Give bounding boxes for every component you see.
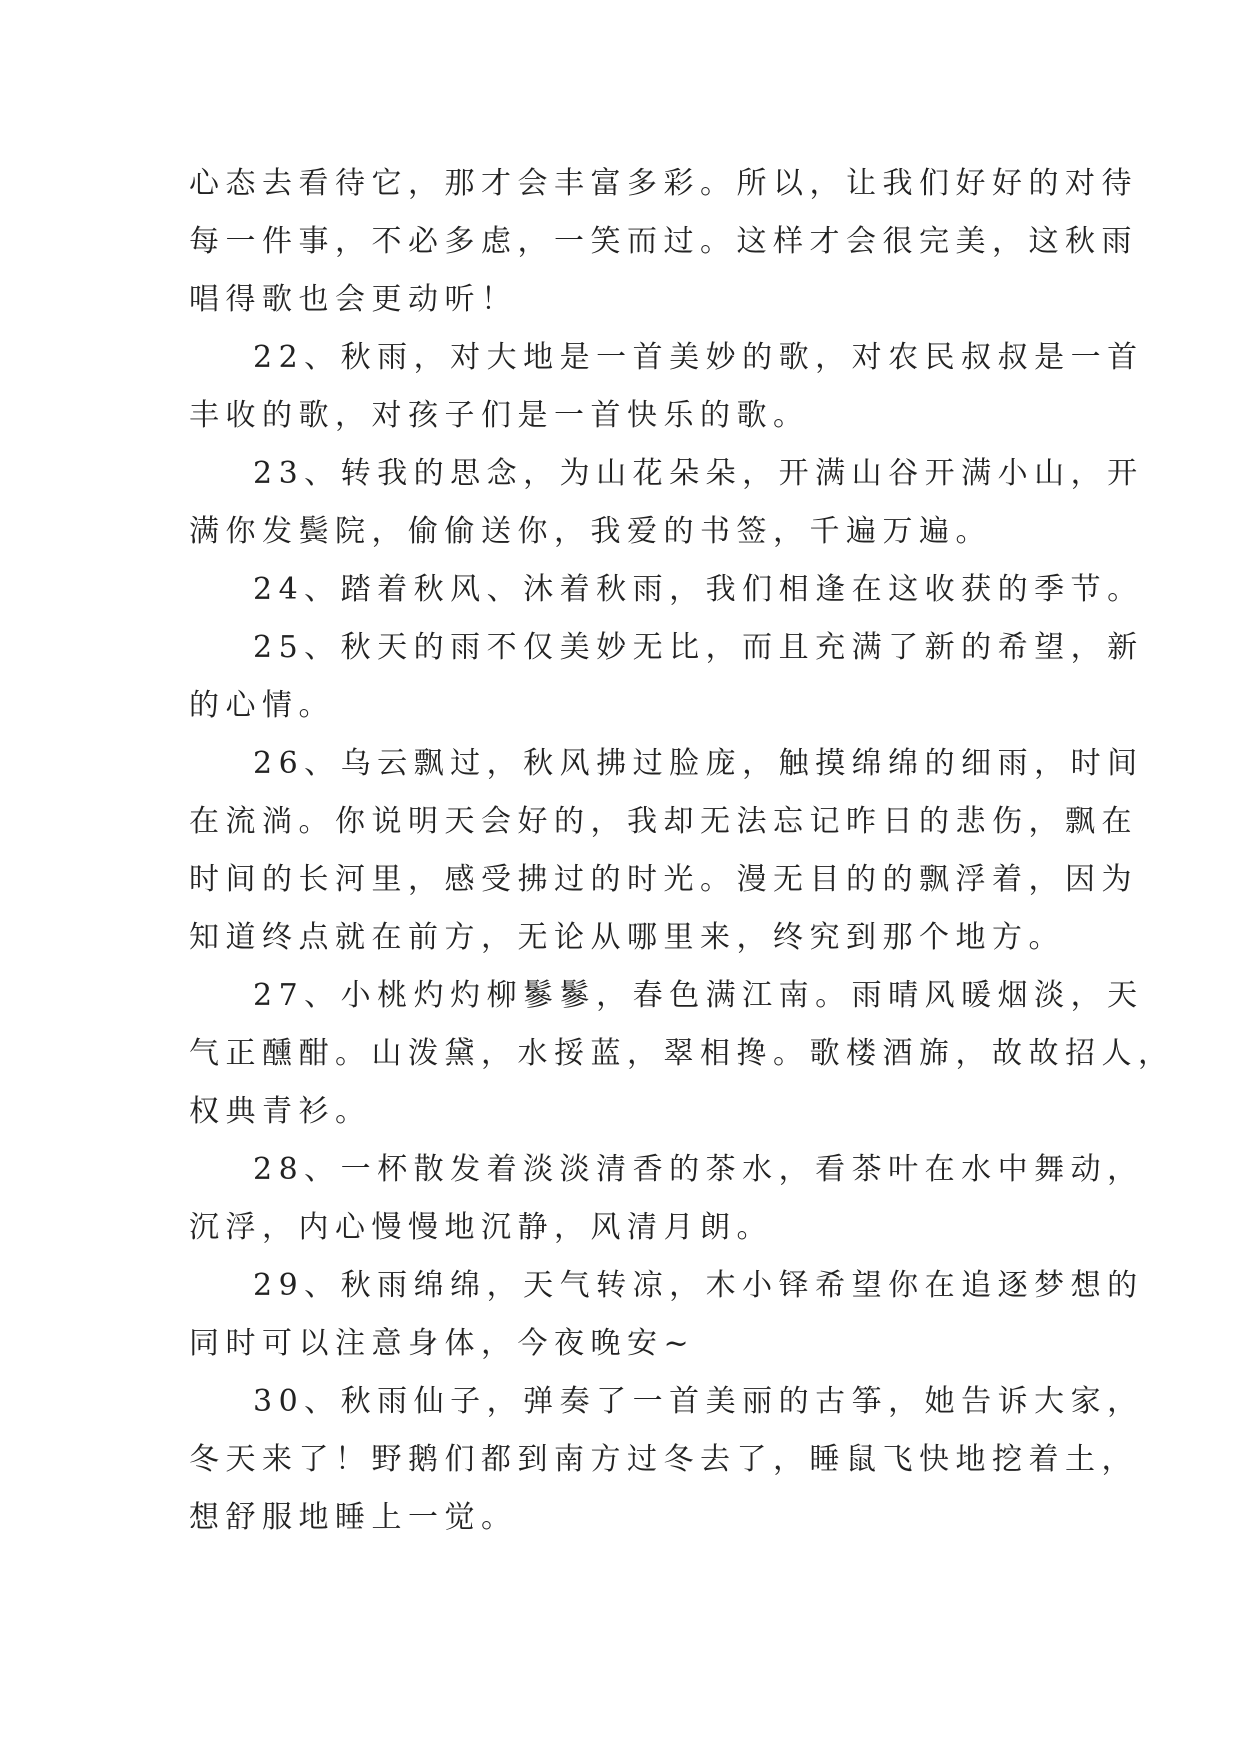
text-line: 丰收的歌，对孩子们是一首快乐的歌。: [189, 398, 810, 433]
text-line: 24、踏着秋风、沐着秋雨，我们相逢在这收获的季节。: [253, 572, 1144, 607]
paragraph: [189, 1141, 1144, 1257]
text-line: 想舒服地睡上一觉。: [189, 1500, 518, 1535]
text-line: 26、乌云飘过，秋风拂过脸庞，触摸绵绵的细雨，时间: [253, 746, 1144, 781]
text-line: 每一件事，不必多虑，一笑而过。这样才会很完美，这秋雨: [189, 224, 1138, 259]
paragraph: [189, 619, 1144, 735]
text-line: 25、秋天的雨不仅美妙无比，而且充满了新的希望，新: [253, 630, 1144, 665]
text-line: 23、转我的思念，为山花朵朵，开满山谷开满小山，开: [253, 456, 1144, 491]
text-line: 28、一杯散发着淡淡清香的茶水，看茶叶在水中舞动，: [253, 1152, 1144, 1187]
text-line: 唱得歌也会更动听！: [189, 282, 518, 317]
text-line: 权典青衫。: [189, 1094, 372, 1129]
text-line: 29、秋雨绵绵，天气转凉，木小铎希望你在追逐梦想的: [253, 1268, 1144, 1303]
text-line: 27、小桃灼灼柳鬖鬖，春色满江南。雨晴风暖烟淡，天: [253, 978, 1144, 1013]
text-line: 在流淌。你说明天会好的，我却无法忘记昨日的悲伤，飘在: [189, 804, 1138, 839]
text-line: 时间的长河里，感受拂过的时光。漫无目的的飘浮着，因为: [189, 862, 1138, 897]
paragraph: [189, 561, 1144, 619]
paragraph: [189, 1373, 1144, 1547]
paragraph: [189, 735, 1144, 967]
text-line: 的心情。: [189, 688, 335, 723]
text-line: 冬天来了！野鹅们都到南方过冬去了，睡鼠飞快地挖着土，: [189, 1442, 1138, 1477]
text-line: 知道终点就在前方，无论从哪里来，终究到那个地方。: [189, 920, 1065, 955]
text-line: 30、秋雨仙子，弹奏了一首美丽的古筝，她告诉大家，: [253, 1384, 1144, 1419]
text-line: 22、秋雨，对大地是一首美妙的歌，对农民叔叔是一首: [253, 340, 1144, 375]
text-line: 心态去看待它，那才会丰富多彩。所以，让我们好好的对待: [189, 166, 1138, 201]
paragraph: [189, 155, 1138, 329]
text-line: 气正醺酣。山泼黛，水挼蓝，翠相搀。歌楼酒旆，故故招人，: [189, 1036, 1175, 1071]
text-line: 沉浮，内心慢慢地沉静，风清月朗。: [189, 1210, 773, 1245]
document-body: [189, 155, 1175, 1547]
paragraph: [189, 1257, 1144, 1373]
paragraph: [189, 445, 1144, 561]
paragraph: [189, 329, 1144, 445]
text-line: 满你发鬓院，偷偷送你，我爱的书签，千遍万遍。: [189, 514, 992, 549]
text-line: 同时可以注意身体，今夜晚安~: [189, 1326, 696, 1361]
paragraph: [189, 967, 1175, 1141]
